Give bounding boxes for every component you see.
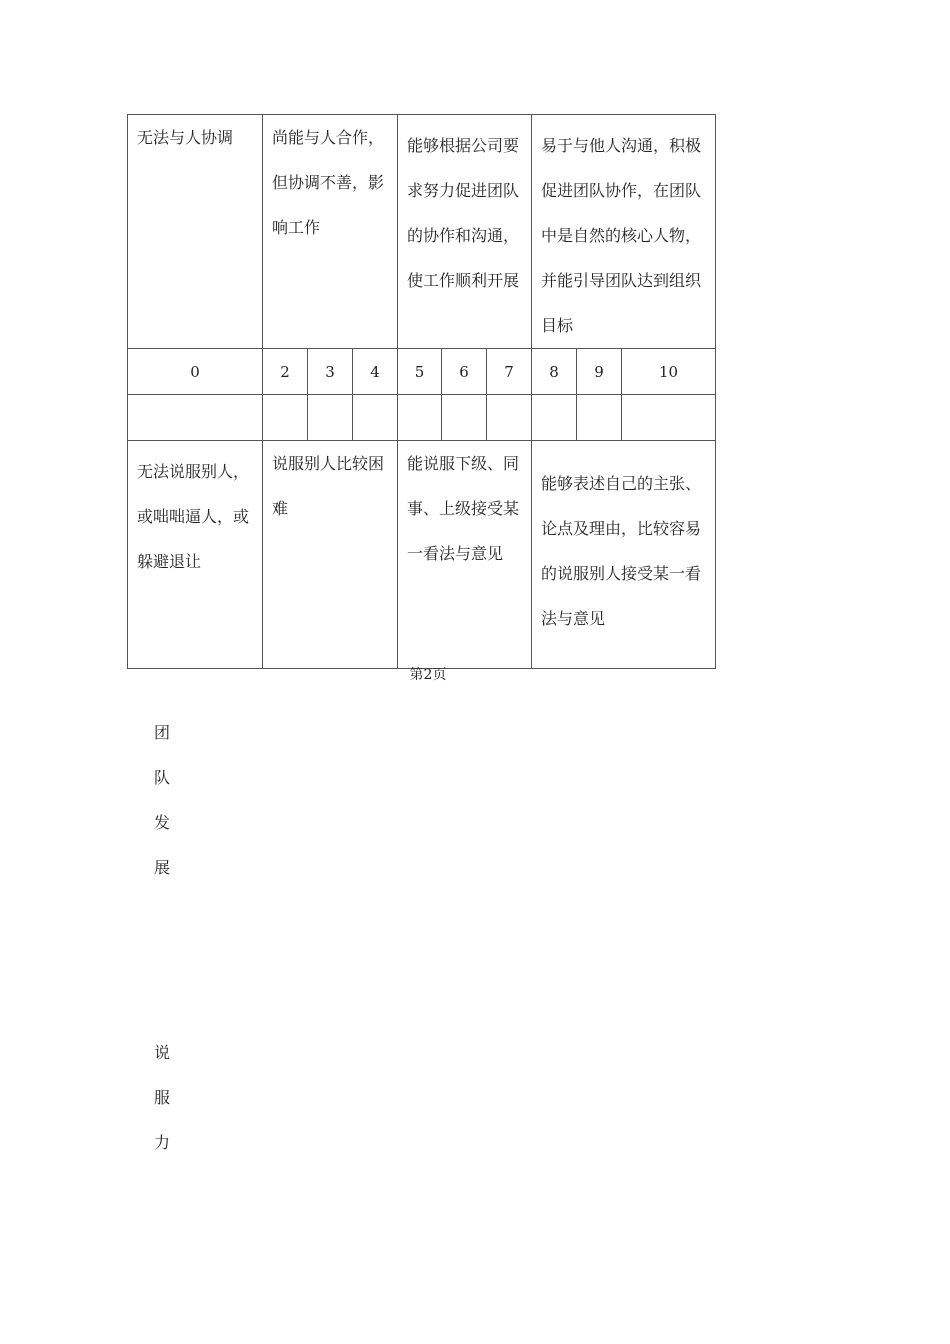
table-cell: 能够表述自己的主张、论点及理由，比较容易的说服别人接受某一看法与意见 xyxy=(532,441,716,669)
empty-cell xyxy=(622,395,716,441)
label-char: 发 xyxy=(154,813,171,832)
label-char: 队 xyxy=(154,768,171,787)
page-number: 第2页 xyxy=(409,667,447,683)
score-cell: 8 xyxy=(532,349,577,395)
empty-cell xyxy=(487,395,532,441)
empty-cell xyxy=(353,395,398,441)
table-cell: 能说服下级、同事、上级接受某一看法与意见 xyxy=(398,441,532,669)
table-row xyxy=(128,441,716,669)
empty-cell xyxy=(263,395,308,441)
empty-cell xyxy=(442,395,487,441)
score-cell: 0 xyxy=(128,349,263,395)
label-char: 力 xyxy=(154,1133,171,1152)
score-cell: 9 xyxy=(577,349,622,395)
vertical-label-team-development xyxy=(154,710,174,890)
rating-table xyxy=(127,114,716,669)
label-char: 团 xyxy=(154,723,171,742)
score-cell: 4 xyxy=(353,349,398,395)
score-cell: 5 xyxy=(398,349,442,395)
vertical-label-persuasion xyxy=(154,1030,174,1165)
score-cell: 7 xyxy=(487,349,532,395)
label-char: 说 xyxy=(154,1043,171,1062)
table-cell: 无法与人协调 xyxy=(128,115,263,349)
score-cell: 6 xyxy=(442,349,487,395)
score-cell: 10 xyxy=(622,349,716,395)
table-row xyxy=(128,349,716,395)
label-char: 展 xyxy=(154,858,171,877)
label-char: 服 xyxy=(154,1088,171,1107)
empty-cell xyxy=(532,395,577,441)
table-cell: 尚能与人合作，但协调不善，影响工作 xyxy=(263,115,398,349)
empty-cell xyxy=(577,395,622,441)
empty-cell xyxy=(398,395,442,441)
empty-cell xyxy=(308,395,353,441)
table-row xyxy=(128,395,716,441)
table-cell: 说服别人比较困难 xyxy=(263,441,398,669)
empty-cell xyxy=(128,395,263,441)
score-cell: 2 xyxy=(263,349,308,395)
score-cell: 3 xyxy=(308,349,353,395)
table-cell: 无法说服别人，或咄咄逼人，或躲避退让 xyxy=(128,441,263,669)
table-cell: 能够根据公司要求努力促进团队的协作和沟通，使工作顺利开展 xyxy=(398,115,532,349)
table-cell: 易于与他人沟通，积极促进团队协作，在团队中是自然的核心人物，并能引导团队达到组织目标 xyxy=(532,115,716,349)
table-row xyxy=(128,115,716,349)
